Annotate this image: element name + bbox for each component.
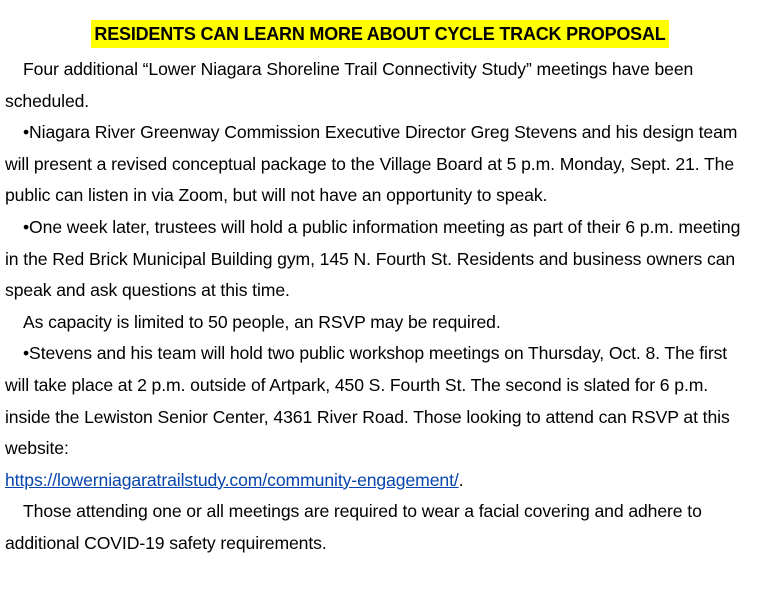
paragraph-covid: Those attending one or all meetings are required to wear a facial covering and adhere to additional COVID-19 safety requirements.: [5, 501, 702, 553]
headline-row: [5, 20, 755, 48]
paragraph-village-board: •Niagara River Greenway Commission Executive Director Greg Stevens and his design team will present a revised conceptual package to the Village Board at 5 p.m. Monday, Sept. 21. The public can listen in via Zoom, but will not have an opportunity to speak.: [5, 122, 738, 206]
paragraph-public-meeting: •One week later, trustees will hold a public information meeting as part of their 6 p.m. meeting in the Red Brick Municipal Building gym, 145 N. Fourth St. Residents and business owners can speak and ask questions at this time.: [5, 216, 741, 301]
paragraph-intro: Four additional “Lower Niagara Shoreline Trail Connectivity Study” meetings have been scheduled.: [5, 59, 694, 111]
rsvp-link-period: .: [458, 469, 464, 490]
headline: RESIDENTS CAN LEARN MORE ABOUT CYCLE TRACK PROPOSAL: [91, 20, 668, 48]
rsvp-link[interactable]: https://lowerniagaratrailstudy.com/community-engagement/: [5, 469, 459, 490]
article: [5, 20, 755, 560]
paragraph-workshops: [5, 338, 755, 496]
paragraph-capacity: As capacity is limited to 50 people, an RSVP may be required.: [23, 311, 501, 332]
paragraph-workshops-text: •Stevens and his team will hold two public workshop meetings on Thursday, Oct. 8. The first will take place at 2 p.m. outside of Artpark, 450 S. Fourth St. The second is slated for 6 p.m. inside the Lewiston Senior Center, 4361 River Road. Those looking to attend can RSVP at this website:: [5, 343, 730, 459]
